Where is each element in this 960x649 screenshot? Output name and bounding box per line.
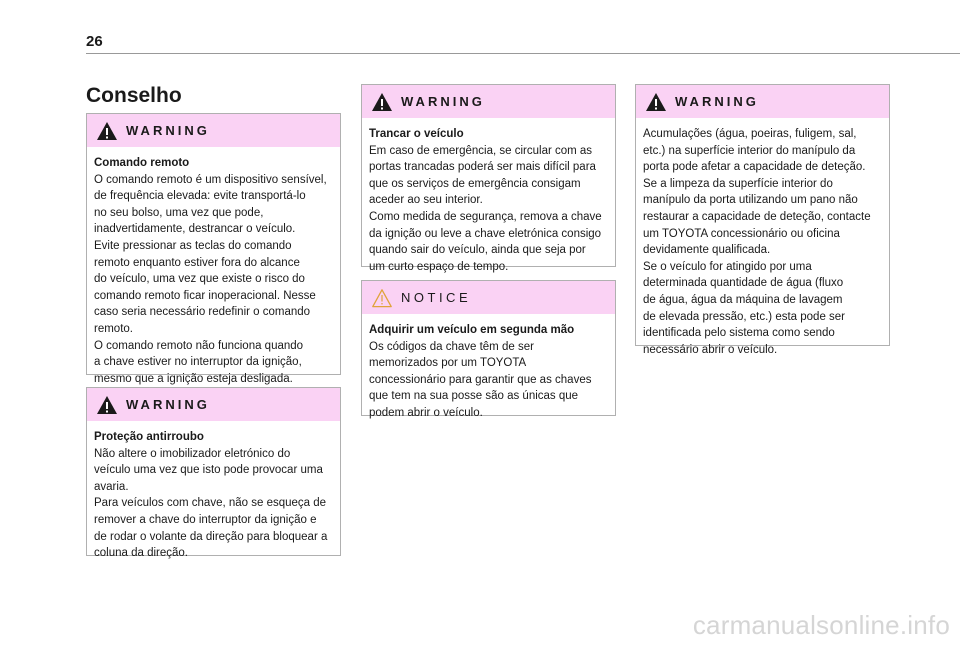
body-line: etc.) na superfície interior do manípulo da	[643, 144, 856, 157]
body-line: concessionário para garantir que as chaves	[369, 373, 592, 386]
body-line: de frequência elevada: evite transportá-lo	[94, 190, 306, 203]
body-line: O comando remoto não funciona quando	[94, 339, 304, 352]
warning-box-remote-control	[86, 113, 341, 385]
warning-icon	[371, 92, 393, 112]
body-line: de rodar o volante da direção para bloquear a	[94, 530, 328, 543]
body-line: podem abrir o veículo.	[369, 406, 483, 419]
body-line: comando remoto ficar inoperacional. Nesse	[94, 289, 316, 302]
warning-header	[362, 85, 615, 118]
warning-subheading: Trancar o veículo	[369, 128, 464, 140]
body-line: a chave estiver no interruptor da ignição,	[94, 356, 302, 369]
body-line: do veículo, uma vez que existe o risco do	[94, 273, 305, 286]
warning-icon	[645, 92, 667, 112]
header-rule	[86, 53, 960, 54]
body-line: Como medida de segurança, remova a chave	[369, 210, 602, 223]
warning-body	[362, 118, 615, 275]
warning-header	[87, 388, 340, 421]
body-line: determinada quantidade de água (fluxo	[643, 277, 844, 290]
warning-header	[87, 114, 340, 147]
body-line: necessário abrir o veículo.	[643, 343, 778, 356]
notice-box-used-vehicle	[361, 280, 616, 419]
notice-label: NOTICE	[401, 290, 472, 305]
warning-body	[87, 421, 340, 562]
body-line: avaria.	[94, 480, 129, 493]
warning-label: WARNING	[126, 123, 210, 138]
warning-icon	[96, 395, 118, 415]
notice-header	[362, 281, 615, 314]
body-line: de água, água da máquina de lavagem	[643, 293, 843, 306]
body-line: Os códigos da chave têm de ser	[369, 340, 534, 353]
warning-body	[636, 118, 889, 358]
body-line: memorizados por um TOYOTA	[369, 357, 527, 370]
warning-box-door-handle	[635, 84, 890, 356]
notice-body	[362, 314, 615, 422]
body-line: remoto.	[94, 322, 133, 335]
page-number: 26	[86, 33, 103, 50]
body-line: coluna da direção.	[94, 547, 188, 560]
body-line: Se a limpeza da superfície interior do	[643, 177, 833, 190]
body-line: Para veículos com chave, não se esqueça de	[94, 497, 327, 510]
warning-header	[636, 85, 889, 118]
body-line: devidamente qualificada.	[643, 244, 771, 257]
body-line: manípulo da porta utilizando um pano não	[643, 194, 858, 207]
body-line: remoto enquanto estiver fora do alcance	[94, 256, 300, 269]
warning-label: WARNING	[675, 94, 759, 109]
body-line: mesmo que a ignição esteja desligada.	[94, 372, 293, 385]
section-title: Conselho	[86, 84, 182, 107]
body-line: O comando remoto é um dispositivo sensível,	[94, 173, 327, 186]
body-line: caso seria necessário redefinir o comando	[94, 306, 311, 319]
body-line: veículo uma vez que isto pode provocar uma	[94, 464, 323, 477]
body-line: aceder ao seu interior.	[369, 194, 483, 207]
body-line: inadvertidamente, destrancar o veículo.	[94, 223, 296, 236]
body-line: Acumulações (água, poeiras, fuligem, sal,	[643, 128, 857, 140]
body-line: um curto espaço de tempo.	[369, 260, 509, 273]
body-line: Em caso de emergência, se circular com as	[369, 144, 593, 157]
warning-box-locking	[361, 84, 616, 273]
body-line: identificada pelo sistema como sendo	[643, 327, 835, 340]
body-line: da ignição ou leve a chave eletrónica consigo	[369, 227, 602, 240]
caution-icon	[371, 288, 393, 308]
warning-icon	[96, 121, 118, 141]
body-line: que tem na sua posse são as únicas que	[369, 390, 579, 403]
body-line: de elevada pressão, etc.) esta pode ser	[643, 310, 846, 323]
warning-subheading: Comando remoto	[94, 157, 190, 169]
notice-subheading: Adquirir um veículo em segunda mão	[369, 324, 575, 336]
watermark: carmanualsonline.info	[692, 610, 950, 640]
body-line: porta pode afetar a capacidade de deteção.	[643, 161, 866, 174]
body-line: um TOYOTA concessionário ou oficina	[643, 227, 840, 240]
warning-box-anti-theft	[86, 387, 341, 560]
body-line: Evite pressionar as teclas do comando	[94, 239, 292, 252]
body-line: que os serviços de emergência consigam	[369, 177, 581, 190]
warning-body	[87, 147, 340, 387]
body-line: quando sair do veículo, ainda que seja por	[369, 244, 586, 257]
warning-label: WARNING	[126, 397, 210, 412]
warning-label: WARNING	[401, 94, 485, 109]
body-line: remover a chave do interruptor da ignição e	[94, 513, 317, 526]
body-line: restaurar a capacidade de deteção, contacte	[643, 210, 871, 223]
body-line: no seu bolso, uma vez que pode,	[94, 206, 264, 219]
body-line: portas trancadas poderá ser mais difícil para	[369, 161, 596, 174]
warning-subheading: Proteção antirroubo	[94, 431, 204, 443]
body-line: Não altere o imobilizador eletrónico do	[94, 447, 291, 460]
body-line: Se o veículo for atingido por uma	[643, 260, 812, 273]
